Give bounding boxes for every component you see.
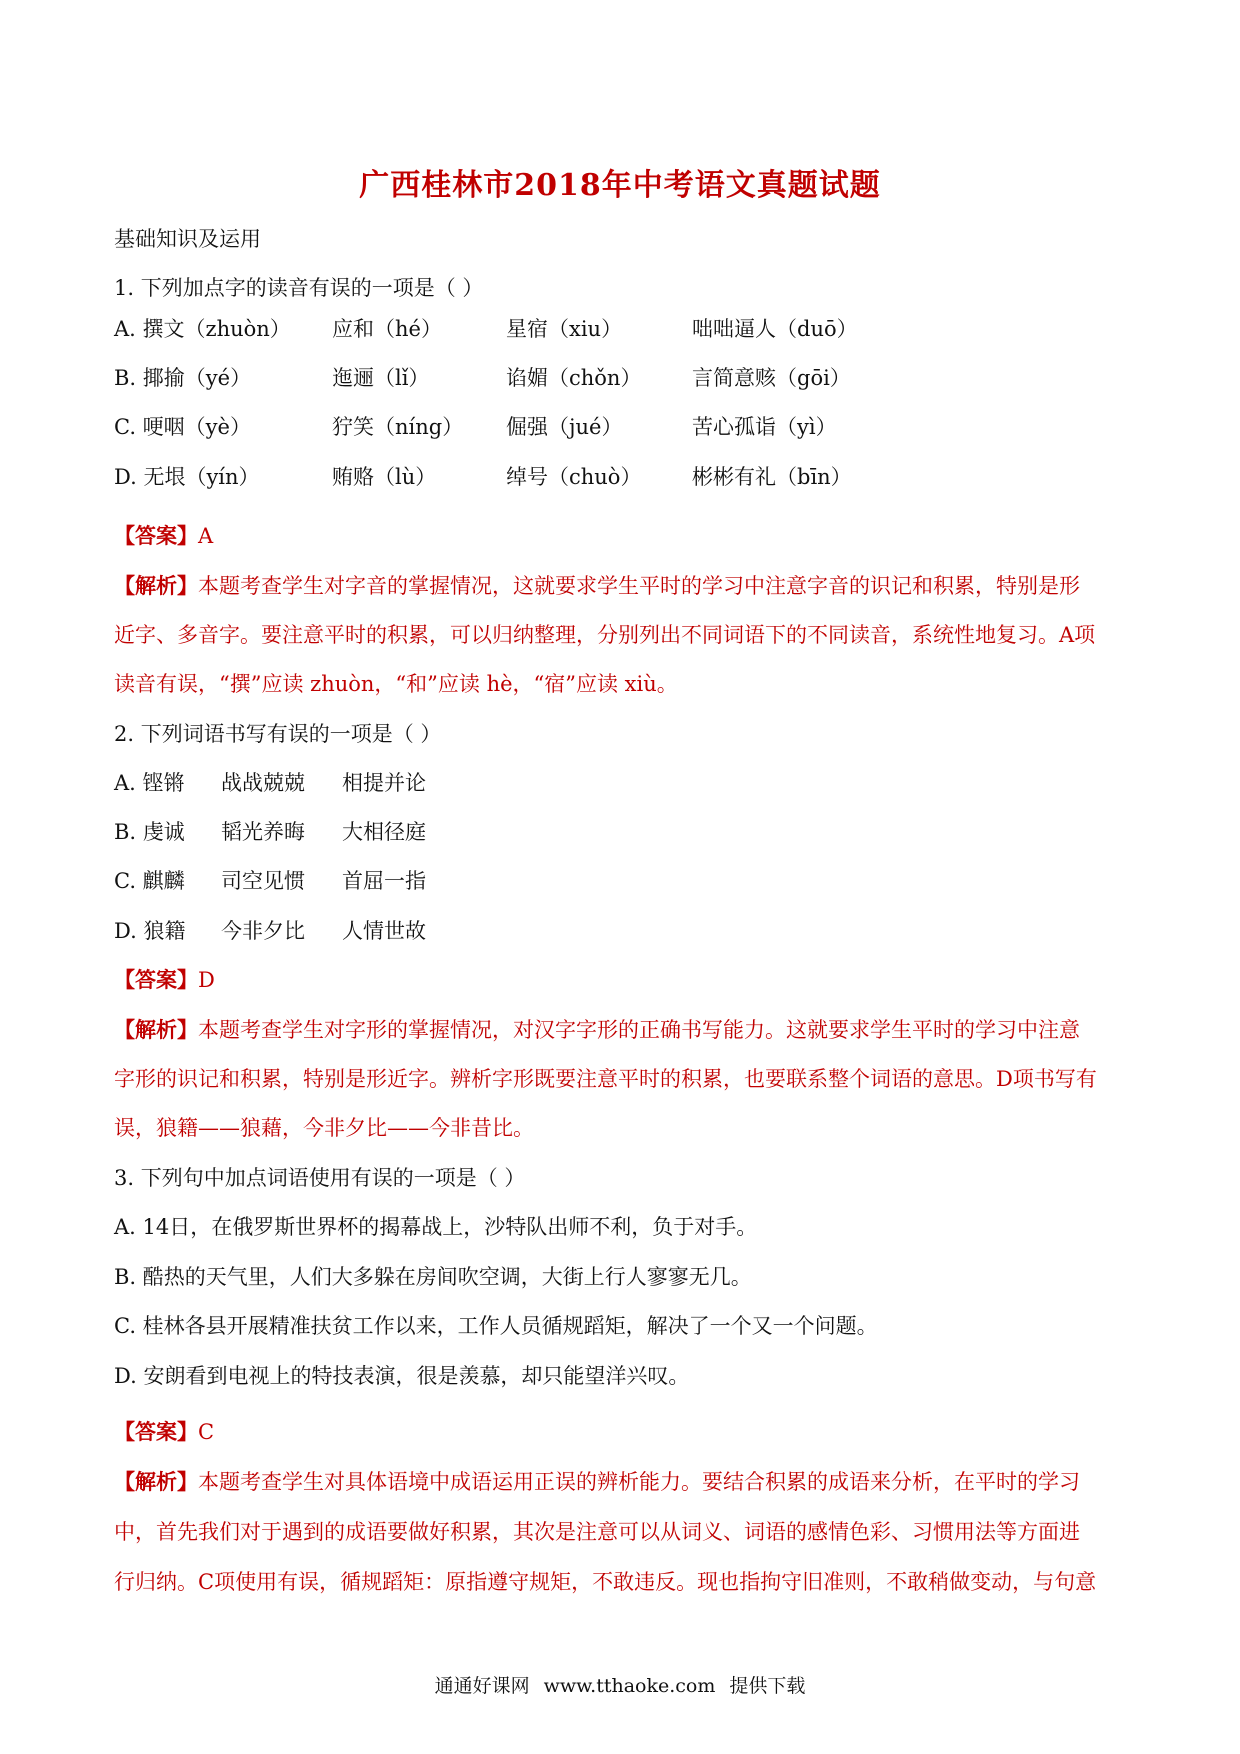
footer-note: 提供下载 [729,1675,806,1697]
q1-analysis-line-3: 读音有误，“撰”应读 zhuòn，“和”应读 hè，“宿”应读 xiù。 [114,672,678,696]
answer-label: 【答案】 [114,523,198,548]
q2-d-3: 人情世故 [342,919,426,943]
footer-url[interactable]: www.tthaoke.com [543,1675,716,1697]
page-footer [0,1671,1240,1698]
answer-value: C [198,1420,215,1444]
q2-d-1: D. 狼籍 [114,919,186,943]
q3-option-c: C. 桂林各县开展精准扶贫工作以来，工作人员循规蹈矩，解决了一个又一个问题。 [114,1314,878,1338]
q2-b-2: 韬光养晦 [221,820,305,844]
q2-a-2: 战战兢兢 [221,771,305,795]
answer-value: A [198,524,214,548]
q3-option-a: A. 14日，在俄罗斯世界杯的揭幕战上，沙特队出师不利，负于对手。 [114,1215,758,1239]
q1-analysis-line-1 [114,571,1080,601]
answer-label: 【答案】 [114,967,198,992]
answer-value: D [198,968,215,992]
q1-c-1: C. 哽咽（yè） [114,415,251,439]
analysis-text: 本题考查学生对具体语境中成语运用正误的辨析能力。要结合积累的成语来分析，在平时的学习 [198,1470,1080,1494]
q1-b-2: 迤逦（lǐ） [332,366,430,390]
q2-d-2: 今非夕比 [221,919,305,943]
q1-b-3: 谄媚（chǒn） [506,366,642,390]
analysis-label: 【解析】 [114,1017,198,1042]
q1-d-3: 绰号（chuò） [506,465,642,489]
footer-site: 通通好课网 [434,1675,530,1697]
q3-answer [114,1417,214,1447]
q1-d-4: 彬彬有礼（bīn） [692,465,852,489]
q2-stem: 2. 下列词语书写有误的一项是（ ） [114,722,442,746]
q2-a-3: 相提并论 [342,771,426,795]
q3-analysis-line-1 [114,1467,1080,1497]
q1-c-2: 狞笑（níng） [332,415,464,439]
q3-option-b: B. 酷热的天气里，人们大多躲在房间吹空调，大街上行人寥寥无几。 [114,1265,752,1289]
q2-analysis-line-3: 误，狼籍——狼藉，今非夕比——今非昔比。 [114,1116,534,1140]
page-title: 广西桂林市2018年中考语文真题试题 [359,168,881,203]
q1-b-1: B. 揶揄（yé） [114,366,252,390]
q2-answer [114,965,215,995]
analysis-label: 【解析】 [114,1469,198,1494]
q1-d-2: 贿赂（lù） [332,465,437,489]
q1-c-4: 苦心孤诣（yì） [692,415,837,439]
q1-a-3: 星宿（xiu） [506,317,623,341]
q3-option-d: D. 安朗看到电视上的特技表演，很是羡慕，却只能望洋兴叹。 [114,1364,690,1388]
q1-c-3: 倔强（jué） [506,415,623,439]
q1-b-4: 言简意赅（gōi） [692,366,851,390]
q1-answer [114,521,213,551]
q2-a-1: A. 铿锵 [114,771,185,795]
q1-d-1: D. 无垠（yín） [114,465,260,489]
q2-c-2: 司空见惯 [221,869,305,893]
q2-analysis-line-2: 字形的识记和积累，特别是形近字。辨析字形既要注意平时的积累，也要联系整个词语的意思。D项书写有 [114,1067,1097,1091]
q1-analysis-line-2: 近字、多音字。要注意平时的积累，可以归纳整理，分别列出不同词语下的不同读音，系统性地复习。A项 [114,623,1096,647]
q2-analysis-line-1 [114,1015,1080,1045]
section-heading: 基础知识及运用 [114,227,261,251]
q1-a-1: A. 撰文（zhuòn） [114,317,291,341]
q1-a-4: 咄咄逼人（duō） [692,317,858,341]
q2-b-1: B. 虔诚 [114,820,185,844]
q2-c-3: 首屈一指 [342,869,426,893]
answer-label: 【答案】 [114,1419,198,1444]
q2-c-1: C. 麒麟 [114,869,185,893]
q3-stem: 3. 下列句中加点词语使用有误的一项是（ ） [114,1166,526,1190]
analysis-text: 本题考查学生对字音的掌握情况，这就要求学生平时的学习中注意字音的识记和积累，特别是形 [198,574,1080,598]
q1-stem: 1. 下列加点字的读音有误的一项是（ ） [114,276,484,300]
analysis-label: 【解析】 [114,573,198,598]
q2-b-3: 大相径庭 [342,820,426,844]
analysis-text: 本题考查学生对字形的掌握情况，对汉字字形的正确书写能力。这就要求学生平时的学习中注意 [198,1018,1080,1042]
q3-analysis-line-3: 行归纳。C项使用有误，循规蹈矩：原指遵守规矩，不敢违反。现也指拘守旧准则，不敢稍做变动，与句意 [114,1570,1097,1594]
q3-analysis-line-2: 中，首先我们对于遇到的成语要做好积累，其次是注意可以从词义、词语的感情色彩、习惯用法等方面进 [114,1520,1080,1544]
q1-a-2: 应和（hé） [332,317,442,341]
